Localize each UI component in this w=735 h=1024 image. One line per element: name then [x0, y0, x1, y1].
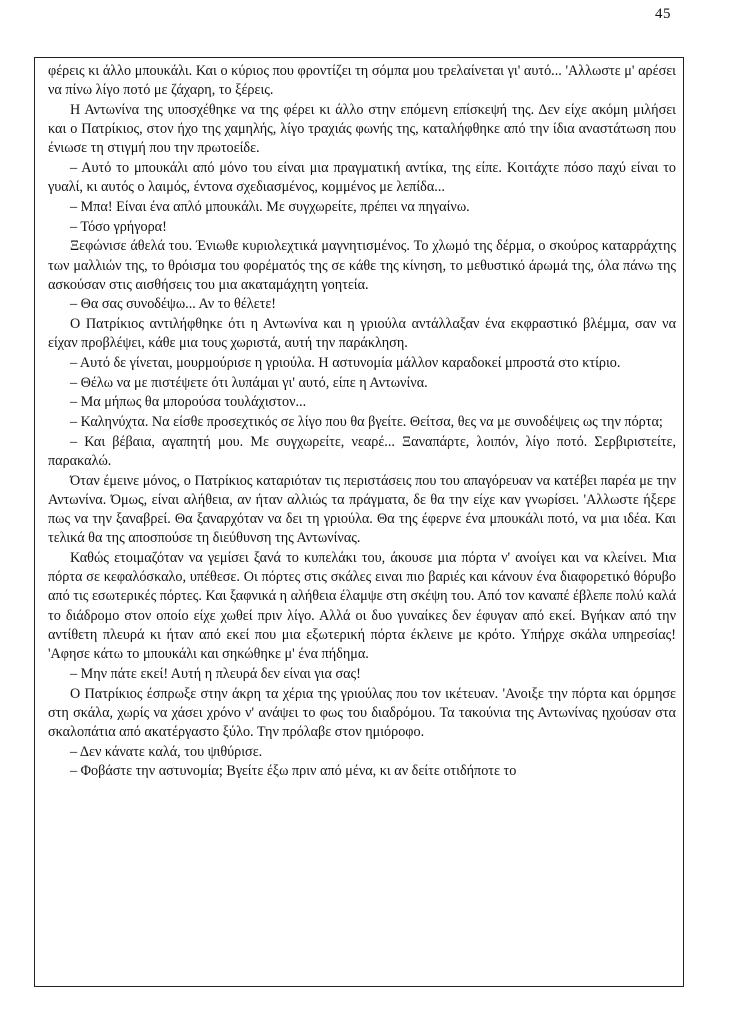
- paragraph-19: – Φοβάστε την αστυνομία; Βγείτε έξω πριν από μένα, κι αν δείτε οτιδήποτε το: [70, 763, 517, 780]
- paragraph-3: – Αυτό το μπουκάλι από μόνο του είναι μια πραγματική αντίκα, της είπε. Κοιτάχτε πόσο παχύ είναι το γυαλί, κι αυτός ο λαιμός, έντονα σχεδιασμένος, κομμένος με λεπίδα...: [48, 160, 676, 196]
- text-body: [48, 62, 676, 782]
- paragraph-18: – Δεν κάνατε καλά, του ψιθύρισε.: [70, 743, 263, 760]
- paragraph-9: – Αυτό δε γίνεται, μουρμούρισε η γριούλα. Η αστυνομία μάλλον καραδοκεί μπροστά στο κτίριο.: [70, 355, 621, 372]
- paragraph-4: – Μπα! Είναι ένα απλό μπουκάλι. Με συγχωρείτε, πρέπει να πηγαίνω.: [70, 198, 470, 215]
- paragraph-7: – Θα σας συνοδέψω... Αν το θέλετε!: [70, 296, 277, 313]
- paragraph-10: – Θέλω να με πιστέψετε ότι λυπάμαι γι' αυτό, είπε η Αντωνίνα.: [70, 374, 428, 391]
- paragraph-16: – Μην πάτε εκεί! Αυτή η πλευρά δεν είναι για σας!: [70, 665, 361, 682]
- paragraph-12: – Καληνύχτα. Να είσθε προσεχτικός σε λίγο που θα βγείτε. Θείτσα, θες να με συνοδέψεις ως την πόρτα;: [70, 414, 663, 431]
- paragraph-14: Όταν έμεινε μόνος, ο Πατρίκιος καταριόταν τις περιστάσεις που του απαγόρευαν να κατέβει παρέα με την Αντωνίνα. Όμως, είναι αλήθεια, αν ήταν αλλιώς τα πράγματα, δε θα την είχε καν γνωρίσει. 'Αλλωστε ήξερε πως να την ξαναβρεί. Θα ξαναρχόταν να δει τη γριούλα. Θα της έφερνε ένα μπουκάλι ποτό, να μια ιδέα. Και τελικά θα της αποσπούσε τη διεύθυνση της Αντωνίνας.: [48, 472, 676, 547]
- paragraph-17: Ο Πατρίκιος έσπρωξε στην άκρη τα χέρια της γριούλας που τον ικέτευαν. 'Ανοιξε την πόρτα και όρμησε στη σκάλα, χωρίς να χάσει χρόνο ν' ανάψει το φως του διαδρόμου. Τα τακούνια της Αντωνίνας ηχούσαν στα σκαλοπάτια από ακατέργαστο ξύλο. Την πρόλαβε στον ημιόροφο.: [48, 685, 676, 740]
- paragraph-1: φέρεις κι άλλο μπουκάλι. Και ο κύριος που φροντίζει τη σόμπα μου τρελαίνεται γι' αυτό... 'Αλλωστε μ' αρέσει να πίνω λίγο ποτό με ζάχαρη, το ξέρεις.: [48, 63, 676, 99]
- paragraph-2: Η Αντωνίνα της υποσχέθηκε να της φέρει κι άλλο στην επόμενη επίσκεψή της. Δεν είχε ακόμη μιλήσει και ο Πατρίκιος, στον ήχο της χαμηλής, λίγο τραχιάς φωνής της, καταλήφθηκε από την ίδια αναστάτωση που ένιωσε τη στιγμή που την πρωτοείδε.: [48, 101, 676, 157]
- paragraph-6: Ξεφώνισε άθελά του. Ένιωθε κυριολεχτικά μαγνητισμένος. Το χλωμό της δέρμα, ο σκούρος καταρράχτης των μαλλιών της, το θρόισμα του φορέματός της σε κάθε της κίνηση, το μεθυστικό άρωμά της, όλα πάνω της ασκούσαν στις αισθήσεις του μια ακαταμάχητη γοητεία.: [48, 238, 676, 293]
- paragraph-11: – Μα μήπως θα μπορούσα τουλάχιστον...: [70, 394, 307, 411]
- paragraph-8: Ο Πατρίκιος αντιλήφθηκε ότι η Αντωνίνα και η γριούλα αντάλλαξαν ένα εκφραστικό βλέμμα, σαν να είχαν προβλέψει, κάθε μια τους χωριστά, αυτή την παράκληση.: [48, 316, 676, 352]
- paragraph-13: – Και βέβαια, αγαπητή μου. Με συγχωρείτε, νεαρέ... Ξαναπάρτε, λοιπόν, λίγο ποτό. Σερβιριστείτε, παρακαλώ.: [48, 433, 676, 470]
- paragraph-5: – Τόσο γρήγορα!: [70, 218, 167, 235]
- paragraph-15: Καθώς ετοιμαζόταν να γεμίσει ξανά το κυπελάκι του, άκουσε μια πόρτα ν' ανοίγει και να κλείνει. Μια πόρτα σε κεφαλόσκαλο, υπέθεσε. Οι πόρτες στις σκάλες ειναι πιο βαριές και κάνουν ένα διαφορετικό θόρυβο από τις εσωτερικές πόρτες. Και ξαφνικά η αλήθεια έλαμψε στη σκέψη του. Από τον καναπέ έβλεπε πολύ καλά το διάδρομο στον οποίο είχε χωθεί πριν λίγο. Αλλά οι δυο γυναίκες δεν έφυγαν από εκεί. Βγήκαν από την αντίθετη πλευρά κι ήταν από εκεί που μια εξωτερική πόρτα έκλεινε με κρότο. Υπήρχε σκάλα υπηρεσίας! 'Αφησε κάτω το μπουκάλι και σηκώθηκε μ' ένα πήδημα.: [48, 550, 676, 663]
- page-number: 45: [655, 6, 671, 22]
